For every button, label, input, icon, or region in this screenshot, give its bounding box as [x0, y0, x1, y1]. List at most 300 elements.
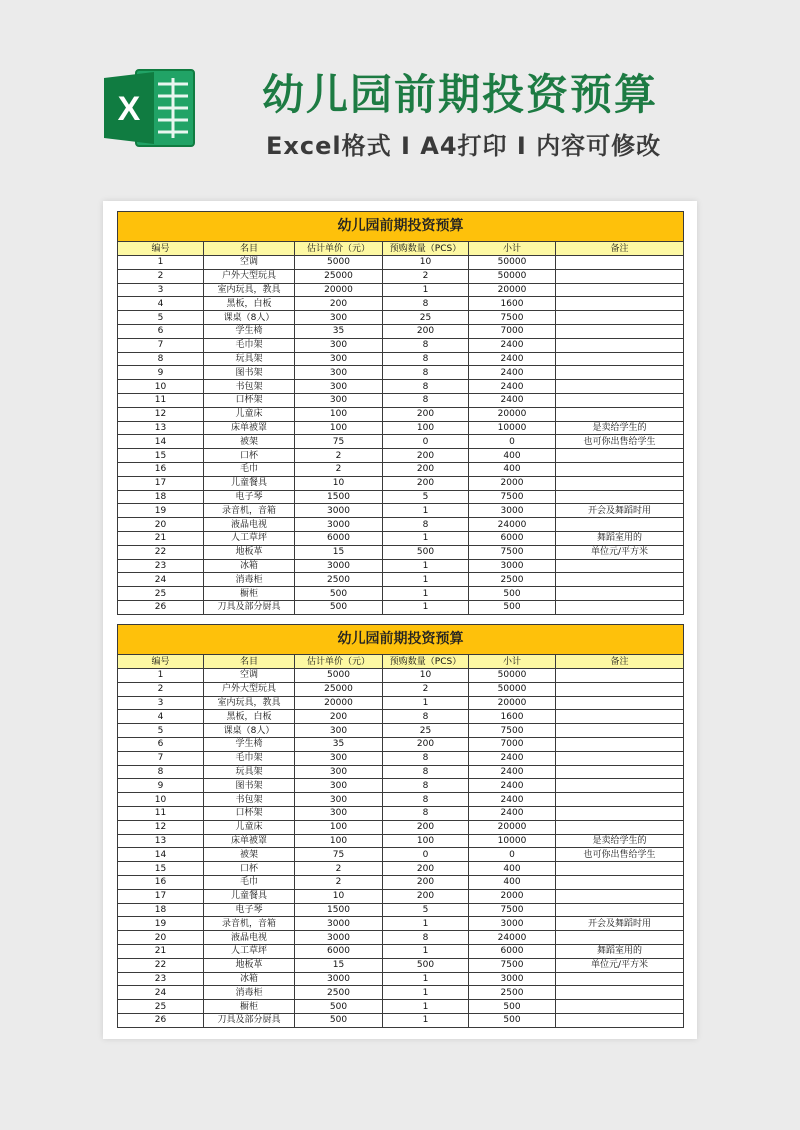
table-cell[interactable]: 21	[118, 531, 204, 545]
table-cell[interactable]: 8	[383, 931, 469, 945]
table-cell[interactable]: 录音机，音箱	[204, 504, 295, 518]
table-cell[interactable]: 16	[118, 875, 204, 889]
table-cell[interactable]: 9	[118, 779, 204, 793]
table-cell[interactable]: 开会及舞蹈时用	[556, 917, 684, 931]
table-cell[interactable]: 300	[295, 393, 383, 407]
table-cell[interactable]	[556, 256, 684, 270]
table-cell[interactable]: 1600	[469, 710, 556, 724]
table-cell[interactable]: 人工草坪	[204, 944, 295, 958]
table-cell[interactable]	[556, 765, 684, 779]
table-cell[interactable]: 1500	[295, 903, 383, 917]
table-cell[interactable]: 100	[383, 421, 469, 435]
table-cell[interactable]: 2	[295, 462, 383, 476]
table-cell[interactable]: 单位元/平方米	[556, 958, 684, 972]
table-cell[interactable]: 是卖给学生的	[556, 834, 684, 848]
table-cell[interactable]: 15	[295, 545, 383, 559]
table-cell[interactable]: 22	[118, 958, 204, 972]
table-cell[interactable]	[556, 600, 684, 614]
table-cell[interactable]	[556, 380, 684, 394]
table-cell[interactable]: 400	[469, 462, 556, 476]
table-cell[interactable]: 7	[118, 751, 204, 765]
table-cell[interactable]: 500	[295, 587, 383, 601]
table-cell[interactable]: 7000	[469, 737, 556, 751]
table-cell[interactable]: 7500	[469, 545, 556, 559]
table-cell[interactable]	[556, 889, 684, 903]
table-cell[interactable]: 3000	[469, 504, 556, 518]
table-cell[interactable]: 3000	[295, 518, 383, 532]
table-cell[interactable]: 8	[383, 806, 469, 820]
table-cell[interactable]: 橱柜	[204, 587, 295, 601]
table-cell[interactable]: 1	[118, 669, 204, 683]
table-cell[interactable]: 200	[383, 476, 469, 490]
table-cell[interactable]: 3000	[295, 504, 383, 518]
table-cell[interactable]: 25000	[295, 682, 383, 696]
table-cell[interactable]: 500	[469, 1013, 556, 1027]
column-header[interactable]: 小计	[469, 655, 556, 669]
table-cell[interactable]	[556, 352, 684, 366]
table-cell[interactable]	[556, 407, 684, 421]
table-cell[interactable]: 18	[118, 903, 204, 917]
table-cell[interactable]: 50000	[469, 669, 556, 683]
table-cell[interactable]: 2	[118, 682, 204, 696]
table-cell[interactable]: 100	[295, 820, 383, 834]
table-cell[interactable]: 500	[295, 1000, 383, 1014]
table-cell[interactable]: 20000	[295, 283, 383, 297]
table-cell[interactable]: 1	[383, 986, 469, 1000]
table-cell[interactable]	[556, 751, 684, 765]
table-cell[interactable]	[556, 931, 684, 945]
table-cell[interactable]: 24000	[469, 931, 556, 945]
table-cell[interactable]: 7500	[469, 958, 556, 972]
table-cell[interactable]: 10	[295, 889, 383, 903]
column-header[interactable]: 估计单价（元）	[295, 242, 383, 256]
table-cell[interactable]	[556, 338, 684, 352]
table-cell[interactable]: 200	[383, 462, 469, 476]
table-cell[interactable]: 200	[383, 324, 469, 338]
table-cell[interactable]: 75	[295, 435, 383, 449]
table-cell[interactable]: 300	[295, 311, 383, 325]
table-cell[interactable]: 13	[118, 421, 204, 435]
table-cell[interactable]: 室内玩具，教具	[204, 696, 295, 710]
table-cell[interactable]: 1	[383, 587, 469, 601]
table-cell[interactable]: 8	[118, 352, 204, 366]
table-cell[interactable]: 12	[118, 407, 204, 421]
column-header[interactable]: 名目	[204, 655, 295, 669]
table-cell[interactable]: 1	[383, 559, 469, 573]
table-cell[interactable]: 3000	[295, 559, 383, 573]
table-cell[interactable]: 1500	[295, 490, 383, 504]
table-cell[interactable]: 200	[383, 820, 469, 834]
table-cell[interactable]: 图书架	[204, 779, 295, 793]
table-cell[interactable]: 300	[295, 380, 383, 394]
table-cell[interactable]: 学生椅	[204, 324, 295, 338]
table-cell[interactable]: 7	[118, 338, 204, 352]
table-cell[interactable]: 2	[295, 862, 383, 876]
table-cell[interactable]: 也可你出售给学生	[556, 848, 684, 862]
column-header[interactable]: 估计单价（元）	[295, 655, 383, 669]
table-cell[interactable]: 口杯架	[204, 806, 295, 820]
table-cell[interactable]: 空调	[204, 669, 295, 683]
table-cell[interactable]: 2400	[469, 380, 556, 394]
table-cell[interactable]: 消毒柜	[204, 573, 295, 587]
table-cell[interactable]: 口杯架	[204, 393, 295, 407]
table-cell[interactable]: 25000	[295, 269, 383, 283]
table-cell[interactable]: 3000	[469, 917, 556, 931]
table-cell[interactable]	[556, 682, 684, 696]
table-cell[interactable]: 3000	[295, 931, 383, 945]
table-cell[interactable]: 8	[383, 393, 469, 407]
table-cell[interactable]: 空调	[204, 256, 295, 270]
table-cell[interactable]: 电子琴	[204, 903, 295, 917]
table-cell[interactable]: 500	[469, 587, 556, 601]
table-cell[interactable]: 毛巾	[204, 875, 295, 889]
table-cell[interactable]: 2000	[469, 889, 556, 903]
table-cell[interactable]: 黑板，白板	[204, 710, 295, 724]
table-cell[interactable]: 2400	[469, 352, 556, 366]
table-cell[interactable]: 舞蹈室用的	[556, 531, 684, 545]
table-cell[interactable]: 7500	[469, 311, 556, 325]
table-cell[interactable]: 8	[383, 751, 469, 765]
table-cell[interactable]: 10000	[469, 834, 556, 848]
table-cell[interactable]: 500	[295, 1013, 383, 1027]
table-cell[interactable]: 3	[118, 283, 204, 297]
table-cell[interactable]: 5	[383, 490, 469, 504]
table-cell[interactable]: 14	[118, 848, 204, 862]
table-cell[interactable]: 11	[118, 806, 204, 820]
table-cell[interactable]	[556, 297, 684, 311]
table-cell[interactable]	[556, 806, 684, 820]
table-cell[interactable]: 200	[295, 710, 383, 724]
table-cell[interactable]: 11	[118, 393, 204, 407]
table-cell[interactable]: 8	[383, 366, 469, 380]
table-cell[interactable]: 17	[118, 889, 204, 903]
table-cell[interactable]: 床单被罩	[204, 834, 295, 848]
table-cell[interactable]: 3	[118, 696, 204, 710]
table-cell[interactable]: 2400	[469, 765, 556, 779]
table-cell[interactable]: 图书架	[204, 366, 295, 380]
table-cell[interactable]: 20	[118, 518, 204, 532]
table-cell[interactable]: 500	[469, 1000, 556, 1014]
table-cell[interactable]: 单位元/平方米	[556, 545, 684, 559]
table-cell[interactable]: 9	[118, 366, 204, 380]
table-cell[interactable]: 20000	[469, 407, 556, 421]
table-cell[interactable]	[556, 903, 684, 917]
table-cell[interactable]: 2400	[469, 751, 556, 765]
table-cell[interactable]: 21	[118, 944, 204, 958]
table-cell[interactable]: 人工草坪	[204, 531, 295, 545]
table-cell[interactable]: 15	[295, 958, 383, 972]
table-cell[interactable]: 18	[118, 490, 204, 504]
table-cell[interactable]: 7500	[469, 490, 556, 504]
table-cell[interactable]	[556, 724, 684, 738]
table-cell[interactable]: 3000	[295, 917, 383, 931]
table-cell[interactable]: 橱柜	[204, 1000, 295, 1014]
table-cell[interactable]: 23	[118, 559, 204, 573]
table-cell[interactable]: 4	[118, 297, 204, 311]
table-cell[interactable]: 10	[383, 669, 469, 683]
table-cell[interactable]: 玩具架	[204, 352, 295, 366]
table-cell[interactable]	[556, 283, 684, 297]
table-cell[interactable]	[556, 986, 684, 1000]
table-cell[interactable]: 0	[383, 848, 469, 862]
table-cell[interactable]: 20	[118, 931, 204, 945]
table-cell[interactable]: 5000	[295, 256, 383, 270]
table-cell[interactable]: 7000	[469, 324, 556, 338]
table-cell[interactable]: 口杯	[204, 862, 295, 876]
table-cell[interactable]: 8	[383, 338, 469, 352]
table-cell[interactable]: 26	[118, 1013, 204, 1027]
table-cell[interactable]: 冰箱	[204, 559, 295, 573]
column-header[interactable]: 小计	[469, 242, 556, 256]
table-cell[interactable]: 是卖给学生的	[556, 421, 684, 435]
column-header[interactable]: 名目	[204, 242, 295, 256]
table-cell[interactable]: 7500	[469, 903, 556, 917]
column-header[interactable]: 编号	[118, 242, 204, 256]
table-cell[interactable]: 8	[383, 793, 469, 807]
table-cell[interactable]: 毛巾	[204, 462, 295, 476]
table-cell[interactable]	[556, 972, 684, 986]
table-cell[interactable]	[556, 587, 684, 601]
table-cell[interactable]: 2000	[469, 476, 556, 490]
table-cell[interactable]	[556, 476, 684, 490]
table-cell[interactable]: 16	[118, 462, 204, 476]
table-cell[interactable]: 8	[118, 765, 204, 779]
table-cell[interactable]: 室内玩具，教具	[204, 283, 295, 297]
table-cell[interactable]: 2500	[469, 573, 556, 587]
table-cell[interactable]: 6000	[469, 531, 556, 545]
table-cell[interactable]: 300	[295, 338, 383, 352]
table-cell[interactable]: 书包架	[204, 793, 295, 807]
table-cell[interactable]: 17	[118, 476, 204, 490]
table-cell[interactable]	[556, 1000, 684, 1014]
table-cell[interactable]: 200	[383, 407, 469, 421]
table-cell[interactable]: 3000	[469, 972, 556, 986]
table-cell[interactable]	[556, 737, 684, 751]
table-cell[interactable]: 5	[383, 903, 469, 917]
table-cell[interactable]: 2500	[295, 573, 383, 587]
table-cell[interactable]: 24000	[469, 518, 556, 532]
table-cell[interactable]: 4	[118, 710, 204, 724]
column-header[interactable]: 备注	[556, 242, 684, 256]
table-cell[interactable]	[556, 875, 684, 889]
table-cell[interactable]: 地板革	[204, 545, 295, 559]
table-cell[interactable]: 23	[118, 972, 204, 986]
table-cell[interactable]: 300	[295, 724, 383, 738]
table-cell[interactable]: 毛巾架	[204, 338, 295, 352]
table-cell[interactable]: 10	[118, 793, 204, 807]
table-cell[interactable]: 7500	[469, 724, 556, 738]
table-cell[interactable]: 毛巾架	[204, 751, 295, 765]
table-cell[interactable]	[556, 820, 684, 834]
table-cell[interactable]: 6000	[295, 531, 383, 545]
table-cell[interactable]: 19	[118, 504, 204, 518]
table-cell[interactable]: 25	[118, 587, 204, 601]
table-cell[interactable]: 液晶电视	[204, 931, 295, 945]
table-cell[interactable]: 8	[383, 297, 469, 311]
table-cell[interactable]: 2400	[469, 806, 556, 820]
table-cell[interactable]: 刀具及部分厨具	[204, 1013, 295, 1027]
table-cell[interactable]: 25	[383, 311, 469, 325]
table-cell[interactable]: 书包架	[204, 380, 295, 394]
table-cell[interactable]: 50000	[469, 269, 556, 283]
table-cell[interactable]: 200	[383, 737, 469, 751]
column-header[interactable]: 预购数量（PCS）	[383, 655, 469, 669]
table-cell[interactable]: 被架	[204, 848, 295, 862]
table-cell[interactable]: 300	[295, 806, 383, 820]
table-cell[interactable]: 1	[383, 573, 469, 587]
table-cell[interactable]: 15	[118, 862, 204, 876]
table-cell[interactable]	[556, 449, 684, 463]
table-cell[interactable]: 500	[295, 600, 383, 614]
table-cell[interactable]: 2500	[295, 986, 383, 1000]
table-cell[interactable]: 2	[295, 875, 383, 889]
table-cell[interactable]: 12	[118, 820, 204, 834]
table-cell[interactable]: 2400	[469, 779, 556, 793]
table-cell[interactable]: 8	[383, 710, 469, 724]
table-cell[interactable]: 1	[383, 917, 469, 931]
table-cell[interactable]	[556, 1013, 684, 1027]
table-cell[interactable]: 玩具架	[204, 765, 295, 779]
table-cell[interactable]: 25	[118, 1000, 204, 1014]
table-cell[interactable]: 500	[469, 600, 556, 614]
table-cell[interactable]: 8	[383, 779, 469, 793]
table-cell[interactable]: 1600	[469, 297, 556, 311]
table-cell[interactable]: 5	[118, 311, 204, 325]
table-cell[interactable]: 户外大型玩具	[204, 269, 295, 283]
table-cell[interactable]: 儿童餐具	[204, 476, 295, 490]
table-cell[interactable]: 200	[383, 449, 469, 463]
table-cell[interactable]	[556, 490, 684, 504]
table-cell[interactable]: 2400	[469, 366, 556, 380]
table-cell[interactable]: 1	[383, 696, 469, 710]
table-cell[interactable]: 100	[295, 421, 383, 435]
table-cell[interactable]: 6	[118, 737, 204, 751]
table-cell[interactable]: 1	[383, 1000, 469, 1014]
table-cell[interactable]: 400	[469, 862, 556, 876]
table-cell[interactable]: 5000	[295, 669, 383, 683]
table-cell[interactable]: 26	[118, 600, 204, 614]
table-cell[interactable]: 24	[118, 573, 204, 587]
table-cell[interactable]: 50000	[469, 256, 556, 270]
table-cell[interactable]: 8	[383, 518, 469, 532]
table-cell[interactable]: 25	[383, 724, 469, 738]
table-cell[interactable]: 10	[118, 380, 204, 394]
table-cell[interactable]: 1	[383, 600, 469, 614]
table-cell[interactable]: 300	[295, 779, 383, 793]
table-cell[interactable]: 200	[295, 297, 383, 311]
table-cell[interactable]	[556, 573, 684, 587]
table-cell[interactable]: 0	[469, 848, 556, 862]
table-cell[interactable]: 6000	[469, 944, 556, 958]
table-cell[interactable]: 6000	[295, 944, 383, 958]
table-cell[interactable]: 20000	[469, 696, 556, 710]
table-cell[interactable]: 20000	[295, 696, 383, 710]
table-cell[interactable]	[556, 862, 684, 876]
table-cell[interactable]: 20000	[469, 820, 556, 834]
column-header[interactable]: 编号	[118, 655, 204, 669]
table-cell[interactable]: 3000	[469, 559, 556, 573]
table-cell[interactable]: 舞蹈室用的	[556, 944, 684, 958]
column-header[interactable]: 备注	[556, 655, 684, 669]
table-cell[interactable]: 15	[118, 449, 204, 463]
table-cell[interactable]: 口杯	[204, 449, 295, 463]
table-cell[interactable]: 50000	[469, 682, 556, 696]
table-cell[interactable]	[556, 793, 684, 807]
table-cell[interactable]: 床单被罩	[204, 421, 295, 435]
table-cell[interactable]: 200	[383, 875, 469, 889]
table-cell[interactable]: 20000	[469, 283, 556, 297]
table-cell[interactable]: 300	[295, 352, 383, 366]
table-cell[interactable]: 0	[469, 435, 556, 449]
table-cell[interactable]: 14	[118, 435, 204, 449]
table-cell[interactable]: 也可你出售给学生	[556, 435, 684, 449]
table-cell[interactable]	[556, 366, 684, 380]
table-cell[interactable]: 8	[383, 765, 469, 779]
table-cell[interactable]: 学生椅	[204, 737, 295, 751]
column-header[interactable]: 预购数量（PCS）	[383, 242, 469, 256]
table-cell[interactable]: 2	[383, 269, 469, 283]
table-cell[interactable]: 户外大型玩具	[204, 682, 295, 696]
table-cell[interactable]: 19	[118, 917, 204, 931]
table-cell[interactable]: 100	[295, 407, 383, 421]
table-cell[interactable]: 3000	[295, 972, 383, 986]
table-cell[interactable]: 35	[295, 324, 383, 338]
table-cell[interactable]: 200	[383, 889, 469, 903]
table-cell[interactable]: 0	[383, 435, 469, 449]
table-cell[interactable]: 400	[469, 875, 556, 889]
table-cell[interactable]: 10000	[469, 421, 556, 435]
table-cell[interactable]	[556, 324, 684, 338]
table-cell[interactable]: 1	[118, 256, 204, 270]
table-cell[interactable]: 消毒柜	[204, 986, 295, 1000]
table-cell[interactable]: 2400	[469, 338, 556, 352]
table-cell[interactable]: 24	[118, 986, 204, 1000]
table-cell[interactable]	[556, 696, 684, 710]
table-cell[interactable]	[556, 269, 684, 283]
table-cell[interactable]: 录音机，音箱	[204, 917, 295, 931]
table-cell[interactable]: 儿童餐具	[204, 889, 295, 903]
table-cell[interactable]: 2400	[469, 393, 556, 407]
table-cell[interactable]: 500	[383, 958, 469, 972]
table-cell[interactable]	[556, 393, 684, 407]
table-cell[interactable]: 300	[295, 793, 383, 807]
table-cell[interactable]: 300	[295, 366, 383, 380]
table-cell[interactable]	[556, 462, 684, 476]
table-cell[interactable]	[556, 518, 684, 532]
table-cell[interactable]: 刀具及部分厨具	[204, 600, 295, 614]
table-cell[interactable]: 22	[118, 545, 204, 559]
table-cell[interactable]: 1	[383, 972, 469, 986]
table-cell[interactable]: 儿童床	[204, 407, 295, 421]
table-cell[interactable]: 课桌（8人）	[204, 311, 295, 325]
table-cell[interactable]: 冰箱	[204, 972, 295, 986]
table-cell[interactable]: 100	[383, 834, 469, 848]
table-cell[interactable]: 电子琴	[204, 490, 295, 504]
table-cell[interactable]: 黑板，白板	[204, 297, 295, 311]
table-cell[interactable]: 75	[295, 848, 383, 862]
table-cell[interactable]: 1	[383, 1013, 469, 1027]
table-cell[interactable]: 300	[295, 751, 383, 765]
table-cell[interactable]: 500	[383, 545, 469, 559]
table-cell[interactable]: 1	[383, 283, 469, 297]
table-cell[interactable]: 被架	[204, 435, 295, 449]
table-cell[interactable]: 2	[383, 682, 469, 696]
table-cell[interactable]: 1	[383, 504, 469, 518]
table-cell[interactable]: 6	[118, 324, 204, 338]
table-cell[interactable]: 13	[118, 834, 204, 848]
table-cell[interactable]: 儿童床	[204, 820, 295, 834]
table-cell[interactable]: 200	[383, 862, 469, 876]
